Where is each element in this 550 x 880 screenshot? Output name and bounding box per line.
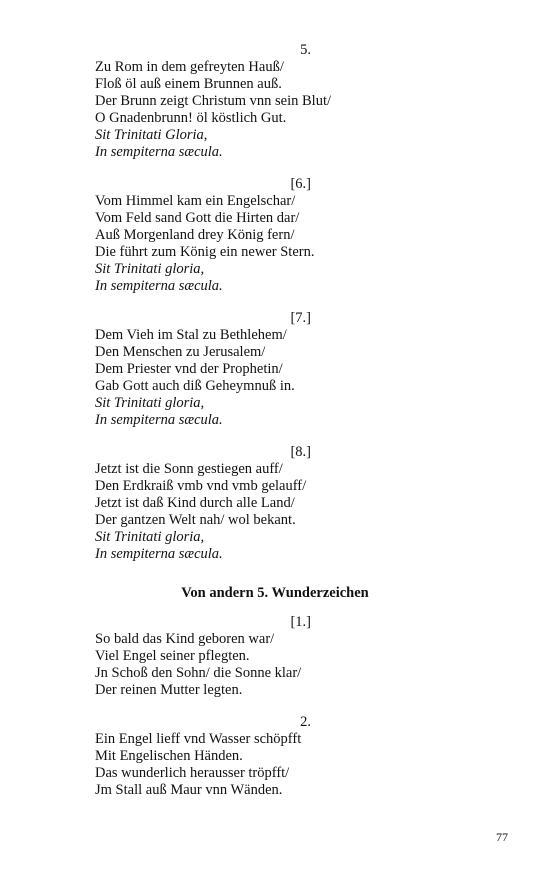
verse-line: Vom Himmel kam ein Engelschar/ — [95, 193, 296, 209]
verse-line: Der gantzen Welt nah/ wol bekant. — [95, 512, 296, 528]
stanza-7 — [95, 310, 475, 429]
section-heading: Von andern 5. Wunderzeichen — [181, 585, 369, 601]
refrain-line: In sempiterna sæcula. — [95, 546, 223, 562]
verse-line: Jetzt ist die Sonn gestiegen auff/ — [95, 461, 283, 477]
stanza-6 — [95, 176, 475, 295]
verse-line: O Gnadenbrunn! öl köstlich Gut. — [95, 110, 287, 126]
wonder-stanza-1 — [95, 614, 475, 699]
verse-line: Die führt zum König ein newer Stern. — [95, 244, 315, 260]
refrain-line: Sit Trinitati gloria, — [95, 261, 205, 277]
verse-line: Viel Engel seiner pflegten. — [95, 648, 250, 664]
stanza-number: [8.] — [290, 444, 311, 460]
verse-line: Mit Engelischen Händen. — [95, 748, 243, 764]
verse-line: Auß Morgenland drey König fern/ — [95, 227, 295, 243]
refrain-line: In sempiterna sæcula. — [95, 278, 223, 294]
verse-line: So bald das Kind geboren war/ — [95, 631, 275, 647]
verse-line: Dem Priester vnd der Prophetin/ — [95, 361, 283, 377]
verse-line: Der Brunn zeigt Christum vnn sein Blut/ — [95, 93, 332, 109]
verse-line: Floß öl auß einem Brunnen auß. — [95, 76, 282, 92]
wonder-stanza-2 — [95, 714, 475, 799]
verse-line: Jetzt ist daß Kind durch alle Land/ — [95, 495, 295, 511]
verse-line: Vom Feld sand Gott die Hirten dar/ — [95, 210, 300, 226]
refrain-line: Sit Trinitati gloria, — [95, 529, 205, 545]
stanza-number: 2. — [300, 714, 311, 730]
verse-line: Jm Stall auß Maur vnn Wänden. — [95, 782, 283, 798]
refrain-line: Sit Trinitati gloria, — [95, 395, 205, 411]
verse-line: Zu Rom in dem gefreyten Hauß/ — [95, 59, 284, 75]
refrain-line: In sempiterna sæcula. — [95, 144, 223, 160]
verse-line: Ein Engel lieff vnd Wasser schöpfft — [95, 731, 302, 747]
refrain-line: In sempiterna sæcula. — [95, 412, 223, 428]
stanza-8 — [95, 444, 475, 563]
stanza-5 — [95, 42, 475, 161]
refrain-line: Sit Trinitati Gloria, — [95, 127, 208, 143]
stanza-number: 5. — [300, 42, 311, 58]
verse-line: Jn Schoß den Sohn/ die Sonne klar/ — [95, 665, 302, 681]
verse-line: Gab Gott auch diß Geheymnuß in. — [95, 378, 295, 394]
verse-line: Der reinen Mutter legten. — [95, 682, 243, 698]
stanza-number: [6.] — [290, 176, 311, 192]
page-number: 77 — [496, 830, 508, 844]
verse-line: Dem Vieh im Stal zu Bethlehem/ — [95, 327, 287, 343]
verse-line: Den Menschen zu Jerusalem/ — [95, 344, 266, 360]
stanza-number: [7.] — [290, 310, 311, 326]
verse-line: Das wunderlich herausser tröpfft/ — [95, 765, 290, 781]
stanza-number: [1.] — [290, 614, 311, 630]
verse-line: Den Erdkraiß vmb vnd vmb gelauff/ — [95, 478, 307, 494]
